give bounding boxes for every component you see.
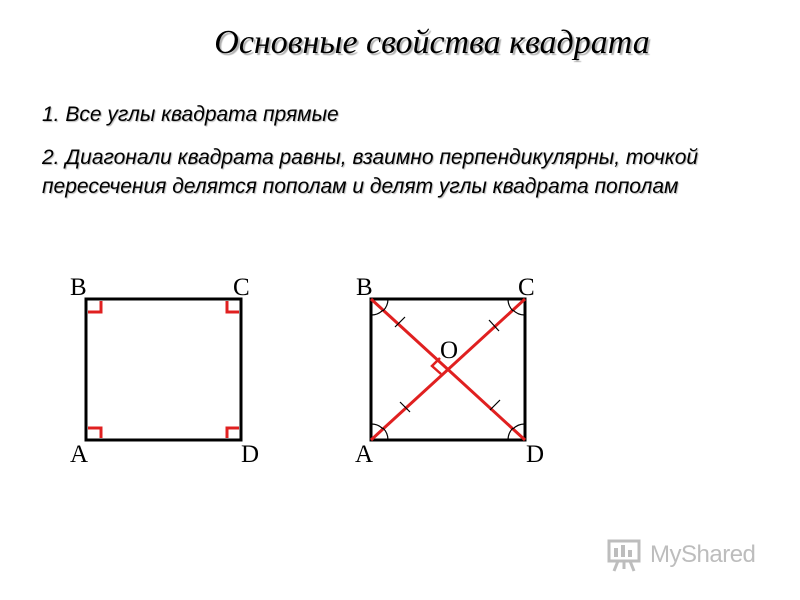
vertex-label-a-2: A <box>355 441 374 468</box>
arc-b-left <box>371 310 383 315</box>
arc-d-right <box>513 424 525 429</box>
property-2-text: 2. Диагонали квадрата равны, взаимно перпендикулярны, точкой пересечения делятся пополам и делят углы квадрата пополам <box>42 146 699 198</box>
square-figure-1 <box>70 274 259 468</box>
right-angle-mark-a <box>88 428 101 438</box>
right-angle-mark-b <box>88 301 101 312</box>
vertex-label-c-1: C <box>233 274 250 301</box>
vertex-label-a-1: A <box>70 441 89 468</box>
slide-title: Основные свойства квадрата <box>214 24 650 61</box>
square-figure-2 <box>355 274 544 468</box>
vertex-label-c-2: C <box>518 274 535 301</box>
vertex-label-b-1: B <box>70 274 87 301</box>
arc-a-left <box>371 424 383 429</box>
right-angle-mark-d <box>227 428 239 438</box>
right-angle-mark-c <box>227 301 239 312</box>
vertex-label-o: O <box>440 337 459 364</box>
property-1-text: 1. Все углы квадрата прямые <box>42 103 339 126</box>
right-angle-marks <box>88 301 239 438</box>
arc-c-right <box>513 310 525 315</box>
logo-text: MyShared <box>650 541 756 568</box>
segment-tick-marks <box>395 317 500 412</box>
vertex-label-d-1: D <box>241 441 260 468</box>
tick-do <box>490 400 500 410</box>
vertex-label-d-2: D <box>526 441 545 468</box>
vertex-label-b-2: B <box>356 274 373 301</box>
presentation-board-icon <box>606 538 646 572</box>
square-1-outline <box>86 299 241 440</box>
myshared-logo <box>606 535 766 575</box>
